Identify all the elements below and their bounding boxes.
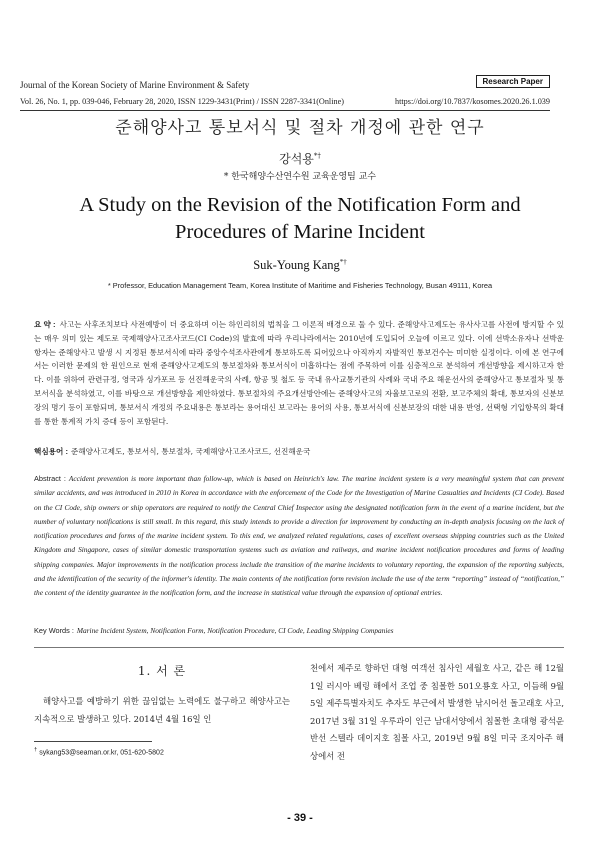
english-author: [0, 258, 600, 273]
korean-author: [0, 150, 600, 167]
english-author-name: Suk-Young Kang: [253, 258, 340, 273]
korean-keywords-text: 준해양사고제도, 통보서식, 통보절차, 국제해양사고조사코드, 선진해운국: [70, 447, 311, 456]
section-divider: [34, 647, 564, 648]
korean-abstract: [34, 318, 564, 428]
english-keywords-text: Marine Incident System, Notification Form, Notification Procedure, CI Code, Leading Shipping Companies: [76, 626, 394, 635]
left-column: [34, 660, 290, 728]
page-number: - 39 -: [287, 812, 313, 824]
header-divider: [20, 110, 550, 111]
footnote-mark: †: [34, 747, 38, 753]
volume-issue-line: Vol. 26, No. 1, pp. 039-046, February 28, 2020, ISSN 1229-3431(Print) / ISSN 2287-3341(Online): [20, 97, 344, 106]
intro-paragraph-left: 해양사고를 예방하기 위한 끊임없는 노력에도 불구하고 해양사고는 지속적으로 발생하고 있다. 2014년 4월 16일 인: [34, 696, 290, 724]
english-title: A Study on the Revision of the Notification Form and Procedures of Marine Incident: [79, 194, 521, 243]
korean-keywords-label: 핵심용어 :: [34, 447, 68, 456]
corresponding-author-footnote: [34, 747, 164, 756]
korean-affiliation: * 한국해양수산연수원 교육운영팀 교수: [223, 172, 377, 182]
english-affiliation: * Professor, Education Management Team, Korea Institute of Maritime and Fisheries Technology, Busan 49111, Korea: [107, 281, 493, 290]
english-author-mark: *†: [339, 258, 347, 266]
footnote-text: sykang53@seaman.or.kr, 051-620-5802: [39, 749, 164, 757]
journal-name: Journal of the Korean Society of Marine Environment & Safety: [20, 80, 250, 90]
korean-abstract-text: 사고는 사후조치보다 사전예방이 더 중요하며 이는 하인리히의 법칙을 그 이론적 배경으로 둘 수 있다. 준해양사고제도는 유사사고를 사전에 방지할 수 있는 매우 의미 있는 제도로 국제해양사고조사코드(CI Code)의 발효에 따라 우리나라에서는 2010년에 도입되어 오늘에 이르고 있다. 이에 선박소유자나 선박운항자는 준해양사고 발생 시 지정된 통보서식에 따라 중앙수석조사관에게 통보하도록 되어있으나 아직까지 자발적인 통보건수는 미미한 실정이다. 이에 본 연구에서는 이러한 문제의 한 원인으로 현재 준해양사고제도의 통보절차와 통보서식이 미흡하다는 점에 주목하여 이를 심층적으로 분석하여 개선방향을 제시하고자 한다. 이를 위하여 관련규정, 영국과 싱가포르 등 선진해운국의 사례, 항공 및 철도 등 국내 유사교통기관의 사례와 국내 주요 해운선사의 준해양사고 통보절차 및 통보서식을 분석하였고, 이를 바탕으로 개선방향을 제안하였다. 통보절차의 주요개선방안에는 준해양사고의 자율보고로의 전환, 보고주체의 확대, 통보자의 신분보장의 명기 등이 포함되며, 통보서식 개정의 주요내용은 통보라는 용어대신 보고라는 용어의 사용, 통보서식에 신분보장의 대한 내용 반영, 선택형 기입항목의 확대를 통한 통계적 가치 증대 등이 포함된다.: [34, 320, 564, 426]
footnote-divider: [34, 741, 152, 742]
english-abstract: [34, 472, 564, 600]
korean-keywords: [34, 446, 564, 457]
right-column: [310, 660, 564, 766]
korean-abstract-label: 요 약 :: [34, 320, 56, 329]
korean-author-mark: *†: [313, 152, 321, 160]
doi-link[interactable]: https://doi.org/10.7837/kosomes.2020.26.1.039: [395, 97, 550, 106]
korean-author-name: 강석용: [279, 152, 314, 166]
english-abstract-label: Abstract :: [34, 474, 66, 483]
korean-title: 준해양사고 통보서식 및 절차 개정에 관한 연구: [115, 118, 485, 138]
section-title: 1. 서 론: [137, 664, 187, 678]
english-abstract-text: Accident prevention is more important than follow-up, which is based on Heinrich's law. The marine incident system is a very meaningful system that can prevent similar accidents, and was introduced in 2010 in Korea in accordance with the enforcement of the Code for the Investigation of Marine Casualties and Incidents (CI Code). Based on the CI Code, ship owners or ship operators are required to notify the Central Chief Inspector using the designated notification form in the event of a marine incident, but the number of voluntary notifications is still small. In this regard, this study intends to provide a direction for improvement by conducting an in-depth analysis focusing on the lack of notification procedures and forms of the marine incident system. To this end, we analyzed related regulations, cases of excellent overseas shipping countries such as the United Kingdom and Singapore, cases of similar domestic transportation systems such as aviation and railways, and marine incident notification procedures and forms of leading shipping companies. Major improvements in the notification process include the transition of the marine incidents to voluntary reporting, the expansion of the reporting subjects, and the identification of the security of the informer's identity. The main contents of the notification form revision include the use of the term “reporting” instead of “notification,” the content of the identity guarantee in the notification form, and the increase in statistical value through the expansion of optional entries.: [34, 474, 564, 597]
article-type-badge: Research Paper: [476, 75, 550, 88]
english-keywords-label: Key Words :: [34, 626, 74, 635]
intro-paragraph-right: 천에서 제주로 향하던 대형 여객선 침사인 세월호 사고, 같은 해 12월 1일 러시아 베링 해에서 조업 중 침몰한 501오룡호 사고, 이듬해 9월 5일 제주특별자치도 추자도 부근에서 발생한 낚시어선 돌고래호 사고, 2017년 3월 31일 우루과이 인근 남대서양에서 침몰한 초대형 광석운반선 스텔라 데이지호 침몰 사고, 2019년 9월 8일 미국 조지아주 해상에서 전: [310, 663, 564, 761]
english-keywords: [34, 626, 564, 635]
